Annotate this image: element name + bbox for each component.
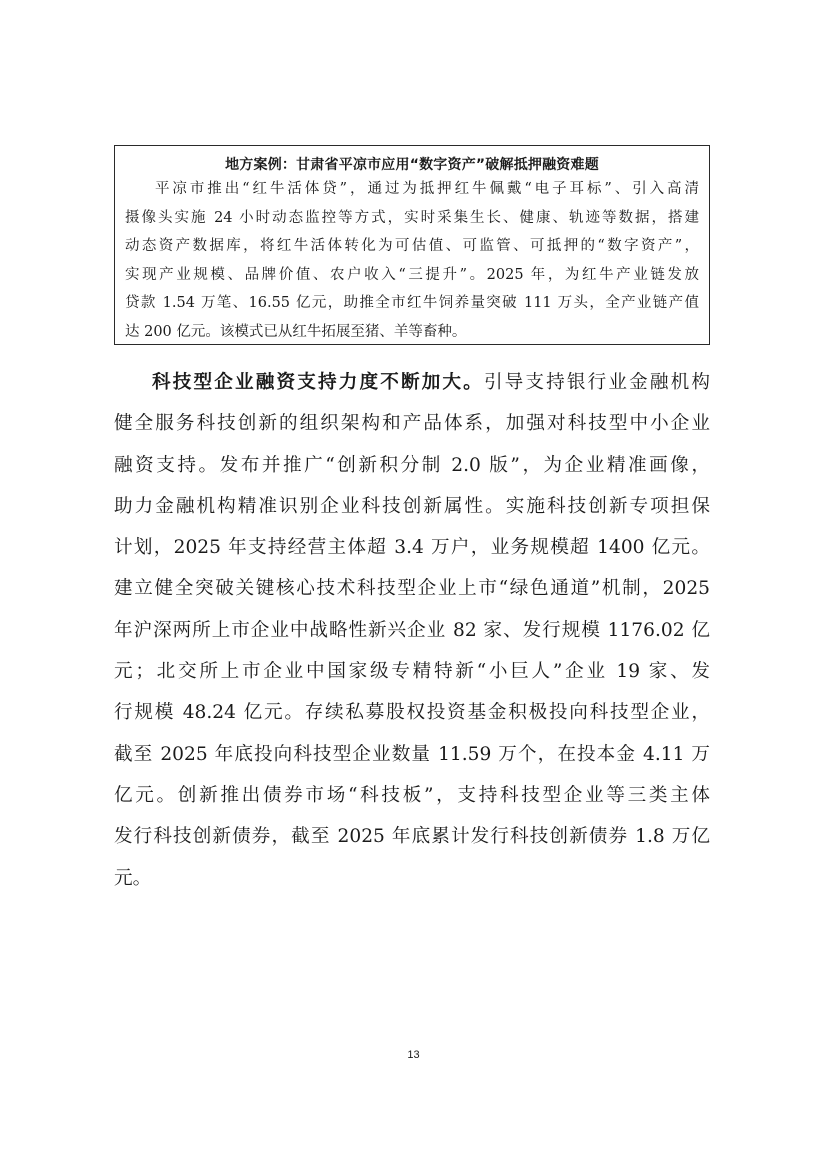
paragraph-line: 融资支持。发布并推广“创新积分制 2.0 版”，为企业精准画像， [114, 454, 710, 476]
paragraph-line: 健全服务科技创新的组织架构和产品体系，加强对科技型中小企业 [114, 413, 710, 435]
case-study-box [114, 145, 710, 345]
case-study-line: 摄像头实施 24 小时动态监控等方式，实时采集生长、健康、轨迹等数据，搭建 [125, 209, 699, 226]
case-study-line: 贷款 1.54 万笔、16.55 亿元，助推全市红牛饲养量突破 111 万头，全产业链产值 [125, 295, 699, 311]
paragraph-lead-heading: 科技型企业融资支持力度不断加大。 [152, 372, 484, 393]
paragraph-line: 年沪深两所上市企业中战略性新兴企业 82 家、发行规模 1176.02 亿 [114, 619, 710, 641]
case-study-line: 实现产业规模、品牌价值、农户收入“三提升”。2025 年，为红牛产业链发放 [125, 266, 699, 283]
case-study-line: 动态资产数据库，将红牛活体转化为可估值、可监管、可抵押的“数字资产”， [125, 238, 699, 254]
paragraph-line: 发行科技创新债券，截至 2025 年底累计发行科技创新债券 1.8 万亿 [114, 826, 710, 848]
paragraph-line: 助力金融机构精准识别企业科技创新属性。实施科技创新专项担保 [114, 495, 710, 517]
case-study-title: 地方案例：甘肃省平凉市应用“数字资产”破解抵押融资难题 [225, 157, 599, 173]
body-paragraph [114, 362, 710, 899]
case-study-line: 平凉市推出“红牛活体贷”，通过为抵押红牛佩戴“电子耳标”、引入高清 [155, 181, 699, 197]
paragraph-line: 元；北交所上市企业中国家级专精特新“小巨人”企业 19 家、发 [114, 661, 710, 683]
page-number: 13 [407, 1049, 420, 1061]
paragraph-line-text: 引导支持银行业金融机构 [483, 372, 710, 393]
paragraph-line: 计划，2025 年支持经营主体超 3.4 万户，业务规模超 1400 亿元。 [114, 537, 710, 559]
paragraph-line: 行规模 48.24 亿元。存续私募股权投资基金积极投向科技型企业， [114, 702, 710, 724]
paragraph-line: 元。 [114, 867, 152, 889]
case-study-line: 达 200 亿元。该模式已从红牛拓展至猪、羊等畜种。 [125, 323, 467, 340]
paragraph-line: 亿元。创新推出债券市场“科技板”，支持科技型企业等三类主体 [114, 784, 710, 806]
paragraph-line: 建立健全突破关键核心技术科技型企业上市“绿色通道”机制，2025 [114, 578, 710, 600]
paragraph-line: 截至 2025 年底投向科技型企业数量 11.59 万个，在投本金 4.11 万 [114, 743, 710, 765]
paragraph-line [114, 362, 710, 403]
